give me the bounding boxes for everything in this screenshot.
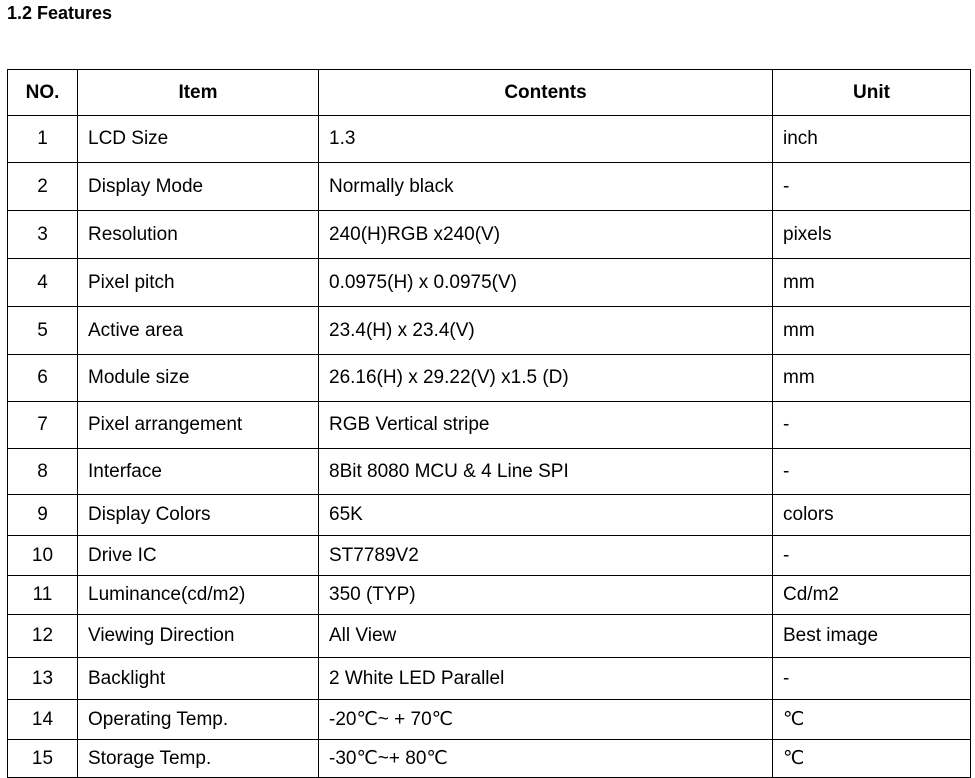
- table-row: [8, 402, 971, 449]
- cell-contents: 65K: [319, 495, 773, 536]
- cell-unit: -: [773, 536, 971, 576]
- table-row: [8, 615, 971, 658]
- table-row: [8, 307, 971, 355]
- cell-item: Pixel pitch: [78, 259, 319, 307]
- cell-item: Interface: [78, 449, 319, 495]
- cell-unit: mm: [773, 259, 971, 307]
- cell-unit: ℃: [773, 700, 971, 740]
- cell-no: 11: [8, 576, 78, 615]
- cell-no: 6: [8, 355, 78, 402]
- cell-contents: All View: [319, 615, 773, 658]
- table-row: [8, 740, 971, 778]
- cell-item: Backlight: [78, 658, 319, 700]
- header-unit: Unit: [773, 70, 971, 116]
- cell-contents: Normally black: [319, 163, 773, 211]
- table-row: [8, 536, 971, 576]
- header-item: Item: [78, 70, 319, 116]
- cell-no: 2: [8, 163, 78, 211]
- section-title: 1.2 Features: [7, 3, 113, 23]
- cell-item: Resolution: [78, 211, 319, 259]
- header-contents: Contents: [319, 70, 773, 116]
- cell-contents: RGB Vertical stripe: [319, 402, 773, 449]
- cell-no: 12: [8, 615, 78, 658]
- cell-contents: 240(H)RGB x240(V): [319, 211, 773, 259]
- features-table: [7, 69, 971, 778]
- cell-item: Luminance(cd/m2): [78, 576, 319, 615]
- cell-unit: -: [773, 449, 971, 495]
- cell-contents: 1.3: [319, 116, 773, 163]
- cell-contents: 2 White LED Parallel: [319, 658, 773, 700]
- table-row: [8, 449, 971, 495]
- cell-no: 3: [8, 211, 78, 259]
- cell-no: 8: [8, 449, 78, 495]
- cell-no: 10: [8, 536, 78, 576]
- cell-no: 1: [8, 116, 78, 163]
- cell-no: 13: [8, 658, 78, 700]
- cell-item: Viewing Direction: [78, 615, 319, 658]
- cell-item: Storage Temp.: [78, 740, 319, 778]
- cell-unit: colors: [773, 495, 971, 536]
- table-row: [8, 211, 971, 259]
- cell-unit: ℃: [773, 740, 971, 778]
- cell-item: Module size: [78, 355, 319, 402]
- cell-unit: Best image: [773, 615, 971, 658]
- cell-no: 9: [8, 495, 78, 536]
- cell-item: Pixel arrangement: [78, 402, 319, 449]
- cell-contents: -20℃~ + 70℃: [319, 700, 773, 740]
- cell-contents: 0.0975(H) x 0.0975(V): [319, 259, 773, 307]
- cell-no: 5: [8, 307, 78, 355]
- cell-unit: -: [773, 163, 971, 211]
- cell-contents: 23.4(H) x 23.4(V): [319, 307, 773, 355]
- cell-item: Active area: [78, 307, 319, 355]
- table-row: [8, 259, 971, 307]
- cell-no: 4: [8, 259, 78, 307]
- cell-item: Display Colors: [78, 495, 319, 536]
- cell-unit: pixels: [773, 211, 971, 259]
- cell-unit: inch: [773, 116, 971, 163]
- header-no: NO.: [8, 70, 78, 116]
- cell-unit: Cd/m2: [773, 576, 971, 615]
- table-row: [8, 116, 971, 163]
- cell-contents: ST7789V2: [319, 536, 773, 576]
- cell-unit: -: [773, 658, 971, 700]
- cell-item: Display Mode: [78, 163, 319, 211]
- cell-no: 7: [8, 402, 78, 449]
- cell-unit: mm: [773, 355, 971, 402]
- cell-unit: mm: [773, 307, 971, 355]
- cell-contents: -30℃~+ 80℃: [319, 740, 773, 778]
- table-row: [8, 700, 971, 740]
- table-row: [8, 576, 971, 615]
- cell-no: 14: [8, 700, 78, 740]
- cell-item: Drive IC: [78, 536, 319, 576]
- cell-no: 15: [8, 740, 78, 778]
- header-row: [8, 70, 971, 116]
- cell-unit: -: [773, 402, 971, 449]
- cell-contents: 26.16(H) x 29.22(V) x1.5 (D): [319, 355, 773, 402]
- cell-item: LCD Size: [78, 116, 319, 163]
- cell-contents: 350 (TYP): [319, 576, 773, 615]
- cell-item: Operating Temp.: [78, 700, 319, 740]
- table-row: [8, 163, 971, 211]
- table-row: [8, 658, 971, 700]
- table-row: [8, 355, 971, 402]
- cell-contents: 8Bit 8080 MCU & 4 Line SPI: [319, 449, 773, 495]
- table-row: [8, 495, 971, 536]
